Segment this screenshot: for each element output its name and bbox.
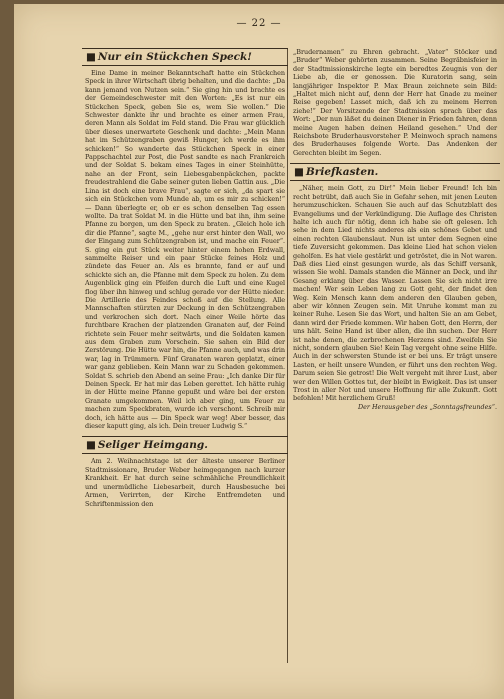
briefkasten-heading bbox=[290, 163, 500, 181]
page-number: — 22 — bbox=[236, 18, 282, 29]
document-page bbox=[14, 4, 504, 699]
story2-title: Seliger Heimgang. bbox=[97, 439, 208, 452]
heading-bullet-icon: ■ bbox=[86, 51, 96, 63]
story2-heading bbox=[82, 436, 288, 454]
story2-body: Am 2. Weihnachtstage ist der älteste unserer Berliner Stadtmissionare, Bruder Weber heimgegangen nach kurzer Krankheit. Er hat durch seine schmähliche Freundlichkeit und unermüdliche Liebesarbeit, durch Hausbesuche bei Armen, Verirrten, der Kirche Entfremdeten und Schriftenmission den bbox=[85, 457, 285, 508]
left-column bbox=[82, 48, 288, 508]
heading-bullet-icon: ■ bbox=[294, 166, 304, 179]
story2-continuation: „Brudernamen“ zu Ehren gebracht. „Vater“ Stöcker und „Bruder“ Weber gehörten zusammen. Seine Begräbnisfeier in der Stadtmissionskirche legte ein beredtes Zeugnis von der Liebe ab, die er genossen. Die Kuratorin sang, sein langjähriger Inspektor P. Max Braun zeichnete sein Bild: „Haltet mich nicht auf, denn der Herr hat Gnade zu meiner Reise gegeben! Lasset mich, daß ich zu meinem Herren ziehe!“ Der Vorsitzende der Stadtmission sprach über das Wort: „Der nun läßet du deinen Diener in Frieden fahren, denn meine Augen haben deinen Heiland gesehen.“ Und der Reichsbote Bruderhausvorsteher P. Meinwoch sprach namens des Bruderhauses folgende Worte. Das Andenken der Gerechten bleibt im Segen. bbox=[293, 48, 497, 157]
briefkasten-body: „Näher, mein Gott, zu Dir!“ Mein lieber Freund! Ich bin recht betrübt, daß auch Sie in Gefahr sehen, mit jenen Leuten herumzuschicken. Schauen Sie auch auf das Schutzblatt des Evangeliums und der Verkündigung. Die Auflage des Christen halte ich auch für nötig, denn ich habe sie oft gelesen. Ich sehe in dem Lied nichts anderes als ein schönes Gebet und einen rechten Glaubenslaut. Nun ist unter dem Segnen eine tiefe Zuversicht gekommen. Das kleine Lied hat schon vielen geholfen. Es hat viele gestärkt und getröstet, die in Not waren. Daß dies Lied einst gesungen wurde, als das Schiff versank, wissen Sie wohl. Damals standen die Männer an Deck, und ihr Gesang erklang über das Wasser. Lassen Sie sich nicht irre machen! Wer sein Leben lang zu Gott geht, der findet den Weg. Kein Mensch kann dem anderen den Glauben geben, aber wir können Zeugen sein. Mit Unruhe kommt man zu keiner Ruhe. Lesen Sie das Wort, und halten Sie an am Gebet, dann wird der Friede kommen. Wir haben Gott, den Herrn, der uns hält. Seine Hand ist über allen, die ihn suchen. Der Herr ist nahe denen, die zerbrochenen Herzens sind. Zweifeln Sie nicht, sondern glauben Sie! Kein Tag vergeht ohne seine Hilfe. Auch in der schwersten Stunde ist er bei uns. Er trägt unsere Lasten, er heilt unsere Wunden, er führt uns den rechten Weg. Darum seien Sie getrost! Die Welt vergeht mit ihrer Lust, aber wer den Willen Gottes tut, der bleibt in Ewigkeit. Das ist unser Trost in aller Not und unsere Hoffnung für alle Zukunft. Gott befohlen! Mit herzlichem Gruß! bbox=[293, 184, 497, 403]
story1-body: Eine Dame in meiner Bekanntschaft hatte ein Stückchen Speck in ihrer Wirtschaft übrig behalten, und die dachte: „Da kann jemand von Nutzen sein.“ Sie ging hin und brachte es der Gemeindeschwester mit den Worten: „Es ist nur ein Stückchen Speck, geben Sie es, wem Sie wollen.“ Die Schwester dankte ihr und brachte es einer armen Frau, deren Mann als Soldat im Feld stand. Die Frau war glücklich über dieses unerwartete Geschenk und dachte: „Mein Mann hat im Schützengraben gewiß Hunger, ich werde es ihm schicken!“ So wanderte das Stückchen Speck in einer Pappschachtel zur Post, die Post sandte es nach Frankreich und der Soldat S. bekam eines Tages in einer Steinhütte, nahe an der Front, sein Liebesgabenpäckchen, packte freudestrahlend die Gabe seiner guten lieben Gattin aus. „Die Lina ist doch eine brave Frau“, sagte er sich, „da spart sie sich ein Stückchen vom Munde ab, um es mir zu schicken!“ — Dann überlegte er, ob er es schon denselben Tag essen wollte. Da trat Soldat M. in die Hütte und bat ihn, ihm seine Pfanne zu borgen, um den Speck zu braten. „Gleich hole ich dir die Pfanne“, sagte M., „gehe nur erst hinter den Wall, wo der Eingang zum Schützengraben ist, und mache ein Feuer“. S. ging ein gut Stück weiter hinter einem hohen Erdwall, sammelte Reiser und ein paar Stücke feines Holz und zündete das Feuer an. Als es brannte, fand er auf und schickte sich an, die Pfanne mit dem Speck zu holen. Zu dem Augenblick ging ein Pfeifen durch die Luft und eine Kugel flog über ihn hinweg und schlug gerade vor der Hütte nieder. Die Artillerie des Feindes schoß auf die Stellung. Alle Mannschaften stürzten zur Deckung in den Schützengraben und verkrochen sich dort. Nach einer Weile hörte das furchtbare Krachen der platzenden Granaten auf, der Feind richtete sein Feuer mehr seitwärts, und die Soldaten kamen aus dem Graben zum Vorschein. Sie sahen ein Bild der Zerstörung. Die Hütte war hin, die Pfanne auch, und was drin war, lag in Trümmern. Fünf Granaten waren geplatzt, einer war ganz geblieben. Kein Mann war zu Schaden gekommen. Soldat S. schrieb den Abend an seine Frau: „Ich danke Dir für Deinen Speck. Er hat mir das Leben gerettet. Ich hätte ruhig in der Hütte meine Pfanne gepußt und wäre bei der ersten Granate umgekommen. Weil ich aber ging, um Feuer zu machen zum Speckbraten, wurde ich verschont. Schreib mir doch, ich hätte aus — Din Speck war weg! Aber besser, das dieser kaputt ging, als ich. Dein treuer Ludwig S.“ bbox=[85, 69, 285, 431]
briefkasten-signature: Der Herausgeber des „Sonntagsfreundes“. bbox=[357, 402, 497, 411]
right-column bbox=[290, 48, 500, 411]
story1-heading bbox=[82, 48, 288, 66]
heading-bullet-icon: ■ bbox=[86, 439, 96, 452]
story1-title: Nur ein Stückchen Speck! bbox=[97, 51, 252, 63]
briefkasten-title: Briefkasten. bbox=[305, 166, 379, 179]
